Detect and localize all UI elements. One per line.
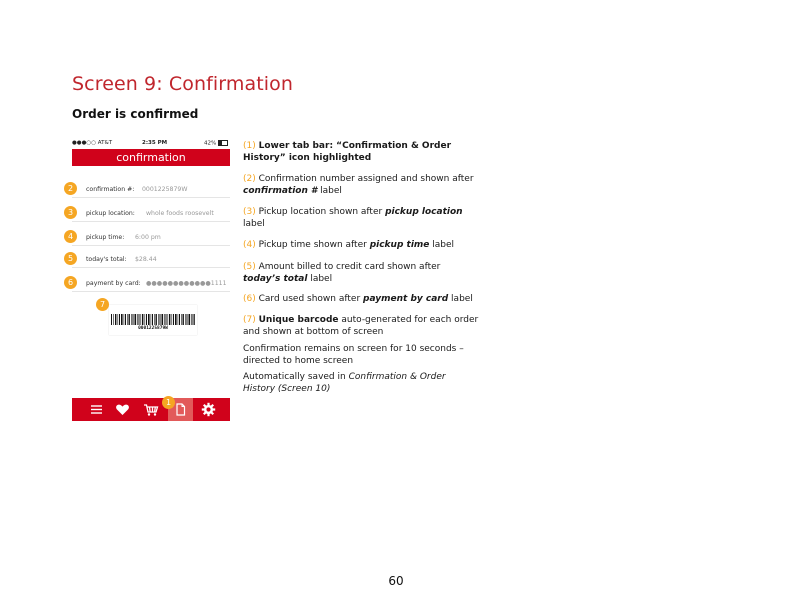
note-text: Pickup location shown after bbox=[255, 207, 386, 217]
note-6 bbox=[243, 294, 479, 306]
note-text: label bbox=[448, 294, 473, 304]
battery-indicator bbox=[204, 140, 228, 147]
tab-cart[interactable] bbox=[138, 398, 163, 421]
note-text: Automatically saved in bbox=[243, 372, 349, 382]
note-text: label bbox=[429, 240, 455, 250]
note-number: (1) bbox=[243, 141, 256, 151]
note-text: Lower tab bar: “Confirmation & Order History” icon highlighted bbox=[243, 141, 452, 163]
clock: 2:35 PM bbox=[142, 140, 168, 146]
row-label: today's total: bbox=[86, 256, 127, 263]
callout-badge-4: 4 bbox=[64, 230, 77, 243]
callout-badge-7: 7 bbox=[96, 298, 109, 311]
callout-badge-6: 6 bbox=[64, 276, 77, 289]
note-text: Amount billed to credit card shown after bbox=[255, 262, 441, 272]
note-text: Confirmation & Order History (Screen 10) bbox=[243, 372, 446, 394]
barcode-number: 0001225879W bbox=[138, 326, 168, 331]
tab-settings[interactable] bbox=[196, 398, 221, 421]
status-bar bbox=[72, 138, 230, 149]
row-label: confirmation #: bbox=[86, 186, 135, 193]
heart-icon bbox=[115, 402, 130, 417]
row-label: pickup location: bbox=[86, 210, 135, 217]
note-4 bbox=[243, 240, 479, 252]
note-text: label bbox=[317, 185, 342, 196]
row-value: whole foods roosevelt bbox=[146, 210, 214, 217]
battery-label: 42% bbox=[204, 140, 217, 147]
note-text: confirmation # bbox=[243, 185, 318, 196]
nav-title: confirmation bbox=[72, 149, 230, 166]
note-text: pickup location bbox=[385, 207, 463, 217]
gear-icon bbox=[201, 402, 216, 417]
confirmation-number-row bbox=[72, 182, 230, 198]
note-text: today’s total bbox=[243, 273, 308, 284]
note-text: Unique barcode bbox=[258, 315, 339, 325]
order-barcode bbox=[109, 305, 197, 335]
note-text: auto-generated for each order and shown at bottom of screen bbox=[243, 315, 479, 337]
row-value: 0001225879W bbox=[142, 186, 188, 193]
callout-badge-5: 5 bbox=[64, 252, 77, 265]
note-text: Confirmation remains on screen for 10 seconds – directed to home screen bbox=[243, 344, 464, 366]
row-label: pickup time: bbox=[86, 234, 125, 241]
tab-favorites[interactable] bbox=[110, 398, 135, 421]
note-3 bbox=[243, 207, 479, 230]
note-text: payment by card bbox=[363, 294, 449, 304]
payment-card-row bbox=[72, 276, 230, 292]
note-8 bbox=[243, 344, 479, 367]
note-5 bbox=[243, 262, 479, 285]
cart-icon bbox=[143, 402, 159, 417]
receipt-icon bbox=[173, 402, 188, 417]
page-number: 60 bbox=[388, 574, 404, 588]
battery-icon bbox=[218, 140, 228, 146]
menu-icon bbox=[89, 402, 104, 417]
note-text: Confirmation number assigned and shown after bbox=[255, 174, 474, 184]
pickup-time-row bbox=[72, 230, 230, 246]
note-number: (5) bbox=[243, 262, 256, 272]
callout-badge-3: 3 bbox=[64, 206, 77, 219]
note-text: label bbox=[243, 218, 265, 229]
pickup-location-row bbox=[72, 206, 230, 222]
note-9 bbox=[243, 372, 479, 395]
note-2 bbox=[243, 174, 479, 197]
note-text: label bbox=[307, 273, 333, 284]
tab-bar bbox=[72, 398, 230, 421]
note-text: Card used shown after bbox=[255, 294, 364, 304]
carrier-label: ●●●○○ AT&T bbox=[72, 140, 113, 146]
row-value: ●●●●●●●●●●●●1111 bbox=[146, 280, 227, 287]
note-1 bbox=[243, 141, 479, 164]
note-number: (6) bbox=[243, 294, 256, 304]
todays-total-row bbox=[72, 252, 230, 268]
note-text: Pickup time shown after bbox=[255, 240, 370, 250]
barcode-bars bbox=[111, 314, 195, 325]
callout-badge-2: 2 bbox=[64, 182, 77, 195]
tab-menu[interactable] bbox=[84, 398, 109, 421]
page-subtitle: Order is confirmed bbox=[72, 107, 199, 121]
note-7 bbox=[243, 315, 479, 338]
row-value: $28.44 bbox=[135, 256, 157, 263]
note-number: (7) bbox=[243, 315, 256, 325]
note-number: (3) bbox=[243, 207, 256, 217]
row-label: payment by card: bbox=[86, 280, 141, 287]
note-number: (4) bbox=[243, 240, 256, 250]
callout-badge-1: 1 bbox=[162, 396, 175, 409]
page-title: Screen 9: Confirmation bbox=[72, 73, 294, 95]
note-number: (2) bbox=[243, 174, 256, 184]
note-text: pickup time bbox=[369, 240, 430, 250]
phone-mockup bbox=[72, 138, 230, 421]
row-value: 6:00 pm bbox=[135, 234, 161, 241]
